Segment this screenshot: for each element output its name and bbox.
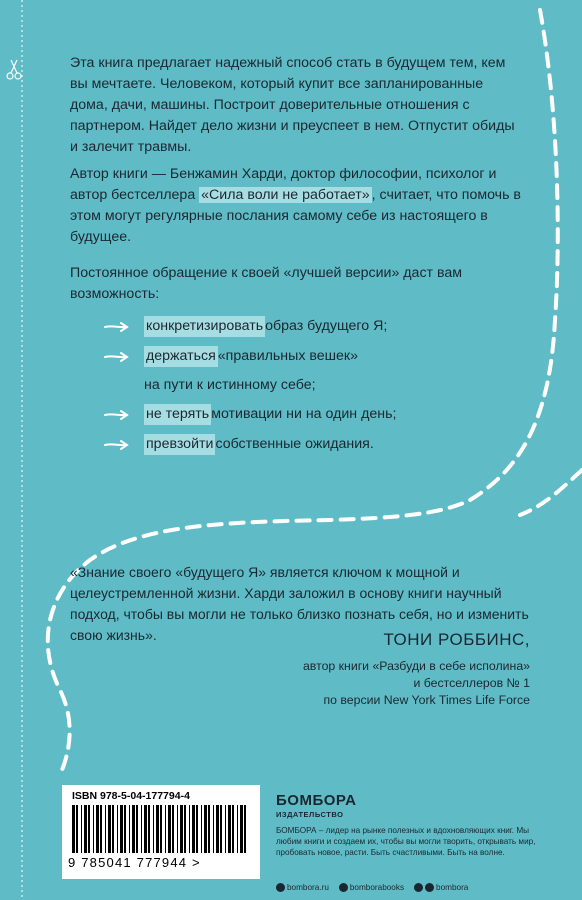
arrow-icon — [104, 409, 130, 421]
bullet-continuation — [144, 375, 316, 396]
bullet-item — [104, 404, 396, 425]
bullet-text: мотивации ни на один день; — [211, 406, 397, 422]
publisher-name: БОМБОРА — [276, 792, 357, 809]
barcode-bar — [124, 805, 126, 853]
social-website[interactable]: bombora.ru — [276, 883, 329, 892]
quote-text: «Знание своего «будущего Я» является ключом к мощной и целеустремленной жизни. Харди заложил в основу книги научный подход, чтобы вы могли не только близко познать себя, но и изменить свою жизнь». — [70, 564, 529, 643]
barcode-bar — [196, 805, 198, 853]
barcode-bar — [117, 805, 118, 853]
barcode-bar — [96, 805, 99, 853]
globe-icon — [276, 883, 285, 892]
bullet-text: собственные ожидания. — [215, 436, 374, 452]
bullet-highlight: не терять — [144, 404, 211, 425]
barcode-bar — [120, 805, 123, 853]
barcode-bar — [112, 805, 114, 853]
barcode-bar — [240, 805, 243, 853]
publisher-sub: ИЗДАТЕЛЬСТВО — [276, 810, 344, 819]
barcode-bar — [189, 805, 190, 853]
barcode-bar — [72, 805, 75, 853]
credit-line: автор книги «Разбуди в себе исполина» — [302, 659, 530, 673]
intro-paragraph-1: Эта книга предлагает надежный способ стать в будущем тем, кем вы мечтаете. Человеком, который купит все запланированные дома, дачи, машины. Построит доверительные отношения с партнером. Найдет дело жизни и преуспеет в нем. Отпустит обиды и залечит травмы. — [70, 55, 515, 155]
intro-paragraph-2-text-b: , считает, что помочь в этом могут регулярные послания самому себе из настоящего в будущее. — [70, 187, 521, 245]
barcode-bar — [144, 805, 147, 853]
arrow-icon — [104, 321, 130, 333]
intro-paragraph-3: Постоянное обращение к своей «лучшей версии» даст вам возможность: — [70, 265, 462, 302]
barcode-bar — [156, 805, 159, 853]
telegram-icon — [414, 883, 423, 892]
bullet-text: на пути к истинному себе; — [144, 377, 316, 393]
bullet-highlight: держаться — [144, 346, 218, 367]
social-vk[interactable]: bomborabooks — [339, 883, 404, 892]
bullet-item — [104, 316, 387, 337]
barcode-bar — [136, 805, 138, 853]
barcode-bar — [153, 805, 154, 853]
barcode-bar — [76, 805, 78, 853]
barcode-bar — [132, 805, 135, 853]
barcode-bar — [160, 805, 162, 853]
barcode-bar — [232, 805, 234, 853]
messenger-icon — [425, 883, 434, 892]
vk-icon — [339, 883, 348, 892]
arrow-icon — [104, 351, 130, 363]
barcode-digits: 9 785041 777944 > — [68, 855, 201, 870]
barcode-bar — [84, 805, 87, 853]
barcode-bar — [141, 805, 142, 853]
barcode-bar — [180, 805, 183, 853]
author-credits — [230, 658, 530, 709]
credit-line: и бестселлеров № 1 — [413, 676, 530, 690]
barcode-bar — [204, 805, 207, 853]
social-telegram[interactable]: bombora — [414, 883, 468, 892]
barcode-bar — [192, 805, 195, 853]
barcode-bar — [213, 805, 214, 853]
barcode-bar — [108, 805, 111, 853]
barcode-bar — [172, 805, 174, 853]
publisher-description: БОМБОРА – лидер на рынке полезных и вдохновляющих книг. Мы любим книги и создаем их, чтобы вы могли творить, открывать мир, пробовать новое, расти. Быть счастливыми. Быть на волне. — [276, 826, 536, 857]
bullet-item — [104, 346, 358, 367]
bullet-item — [104, 434, 374, 455]
barcode-bar — [93, 805, 94, 853]
barcode-bar — [177, 805, 178, 853]
bullet-text: «правильных вешек» — [217, 348, 358, 364]
bullet-highlight: конкретизировать — [144, 316, 265, 337]
barcode-bar — [216, 805, 219, 853]
barcode-bar — [184, 805, 186, 853]
barcode-bars — [72, 805, 250, 855]
barcode-bar — [148, 805, 150, 853]
barcode-bar — [237, 805, 238, 853]
book-title-highlight: «Сила воли не работает» — [201, 187, 370, 203]
barcode-bar — [105, 805, 106, 853]
bullet-text: образ будущего Я; — [265, 318, 388, 334]
barcode-bar — [100, 805, 102, 853]
publisher-logo — [276, 792, 356, 819]
quote-author: ТОНИ РОББИНС, — [383, 630, 530, 649]
scissors-icon — [7, 60, 21, 79]
barcode-bar — [225, 805, 226, 853]
barcode-bar — [129, 805, 130, 853]
isbn-label: ISBN 978-5-04-177794-4 — [72, 790, 190, 802]
barcode-bar — [165, 805, 166, 853]
barcode-bar — [88, 805, 90, 853]
barcode-bar — [168, 805, 171, 853]
barcode-bar — [244, 805, 246, 853]
barcode — [62, 785, 260, 879]
barcode-bar — [228, 805, 231, 853]
barcode-bar — [220, 805, 222, 853]
credit-line: по версии New York Times Life Force — [323, 693, 530, 707]
intro-paragraph-2-text-a: Автор книги — Бенжамин Харди, доктор философии, психолог и автор бестселлера — [70, 166, 497, 203]
barcode-bar — [208, 805, 210, 853]
barcode-bar — [201, 805, 202, 853]
barcode-bar — [81, 805, 82, 853]
arrow-icon — [104, 439, 130, 451]
social-links — [276, 883, 468, 892]
bullet-highlight: превзойти — [144, 434, 215, 455]
intro-paragraph-2 — [70, 164, 522, 248]
